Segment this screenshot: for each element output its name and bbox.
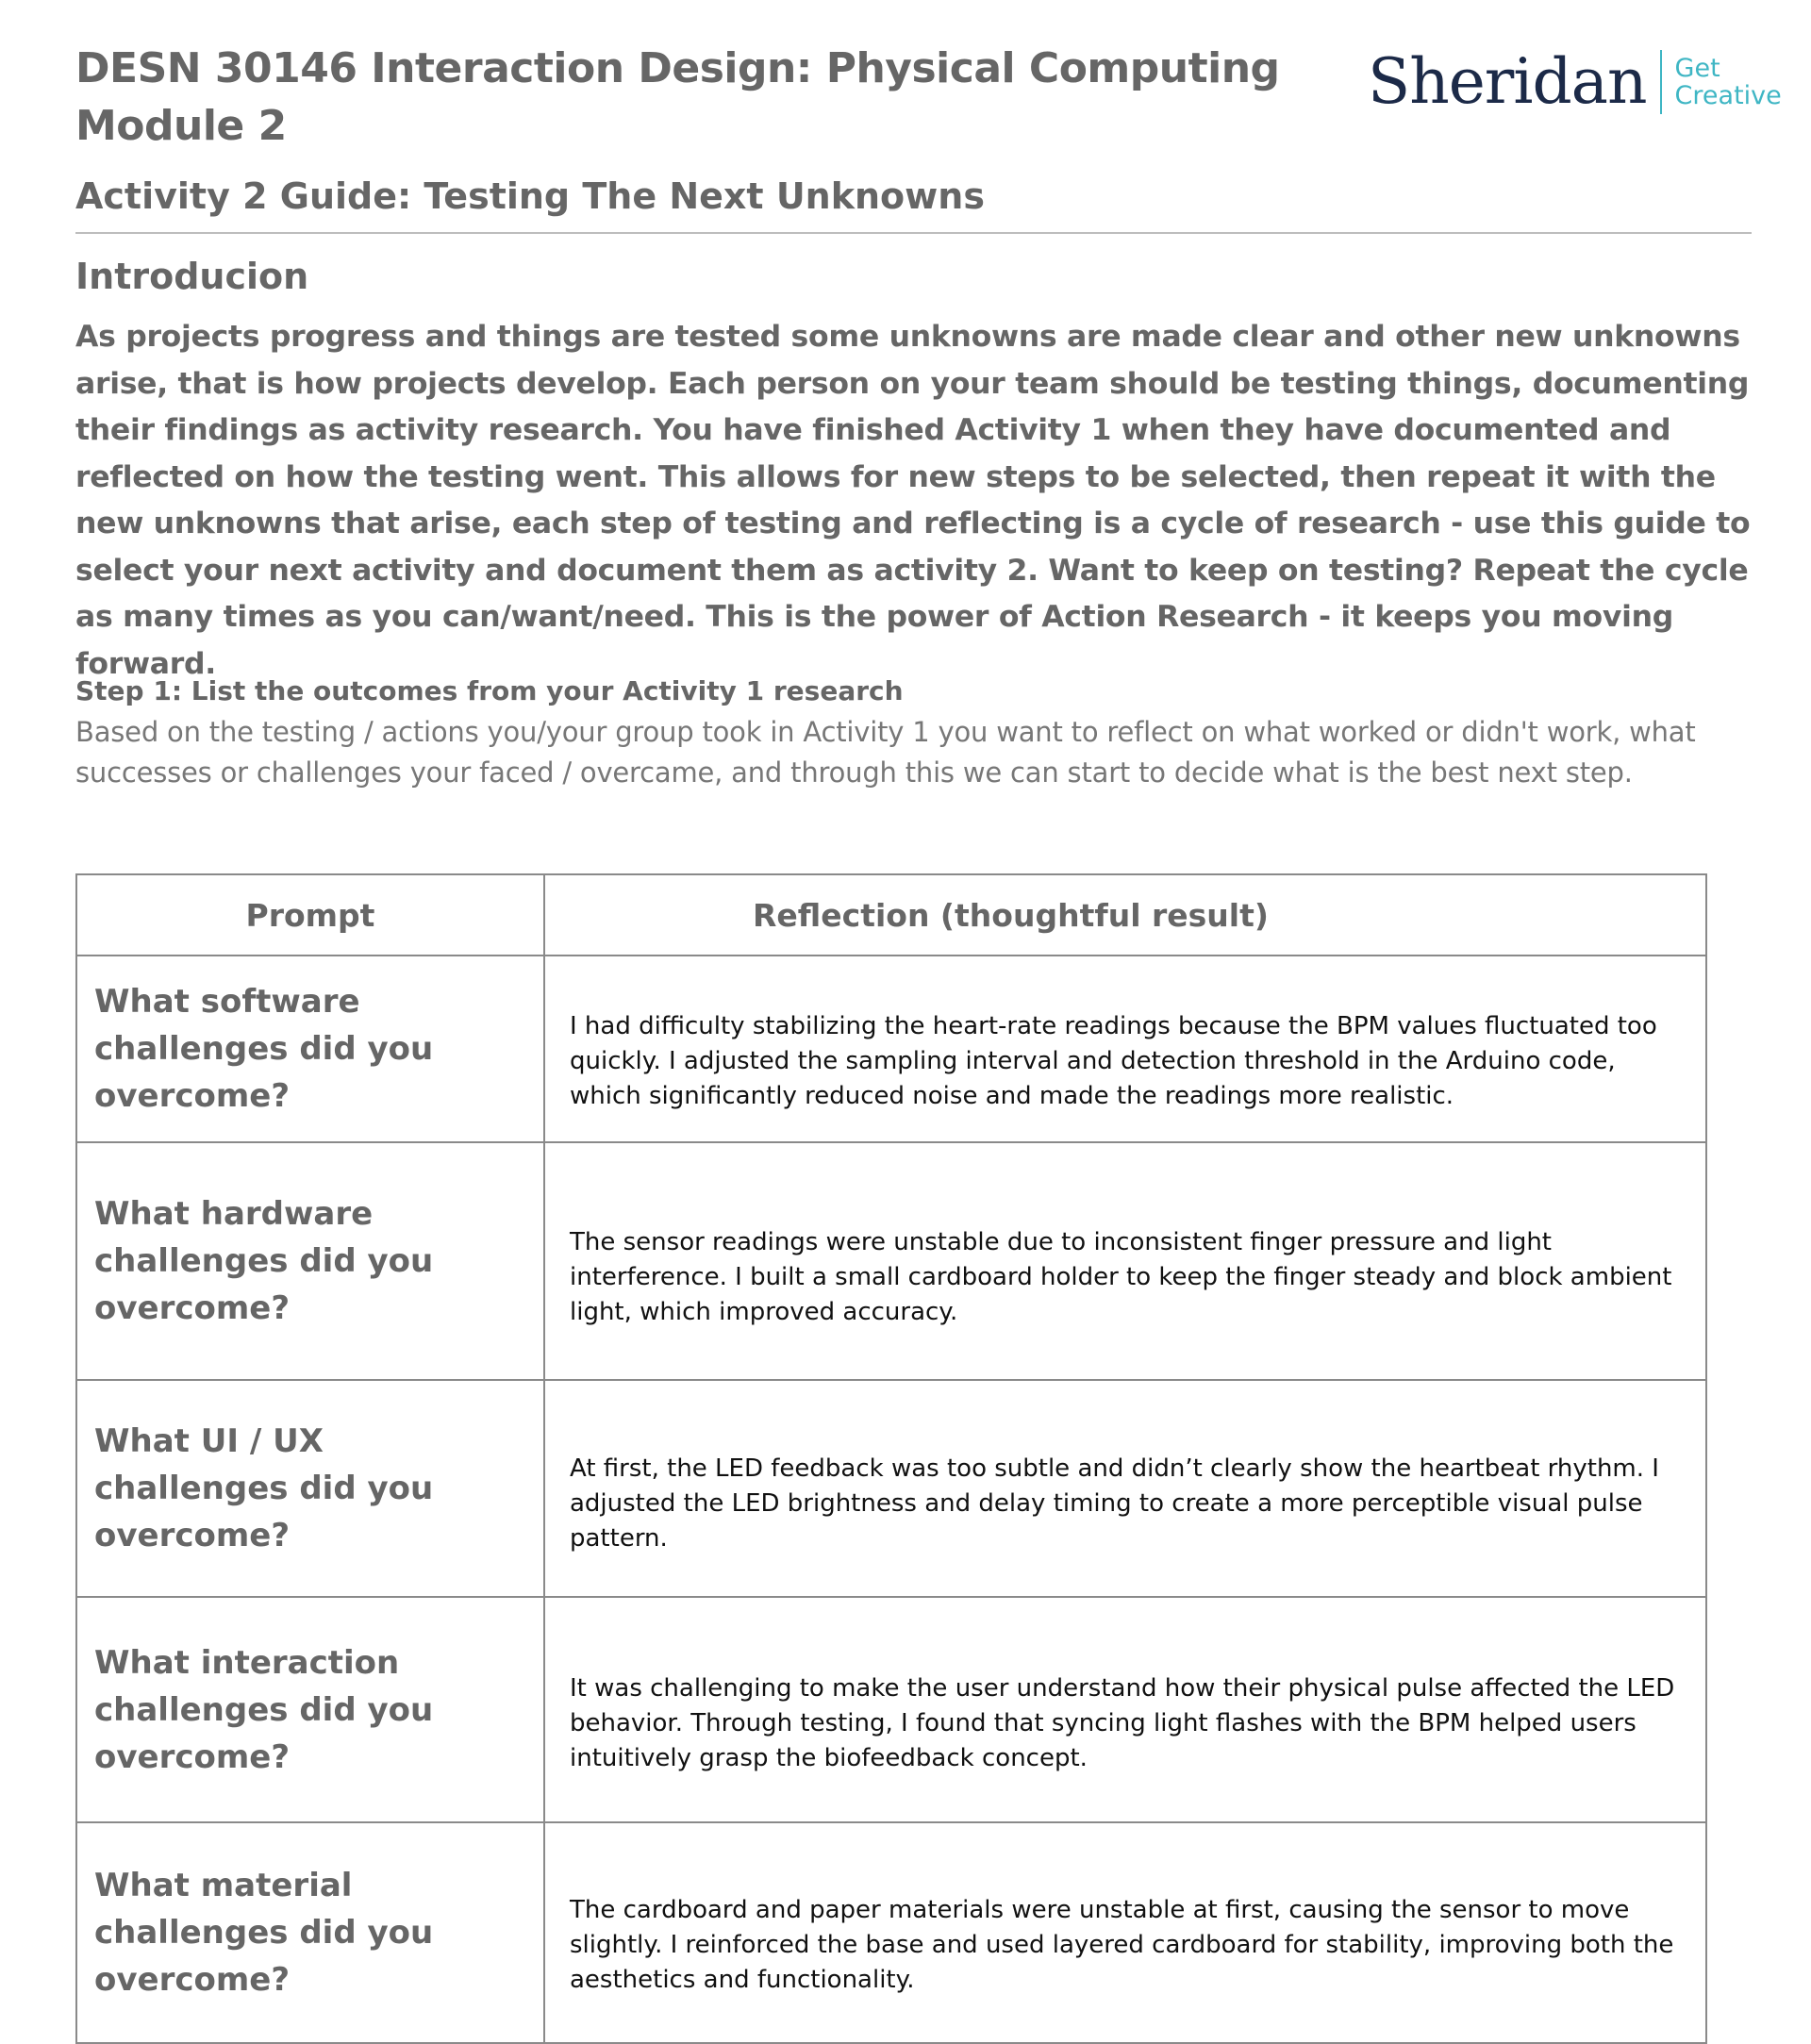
- logo-divider: [1660, 50, 1662, 114]
- reflection-column-header: Reflection (thoughtful result): [544, 874, 1706, 956]
- module-title: Module 2: [75, 102, 287, 150]
- reflection-table: [75, 873, 1707, 2044]
- prompt-cell: What software challenges did you overcome?: [76, 956, 544, 1142]
- logo-tagline-line: Creative: [1674, 81, 1782, 110]
- activity-title: Activity 2 Guide: Testing The Next Unknowns: [75, 175, 985, 217]
- intro-paragraph: As projects progress and things are tested some unknowns are made clear and other new unknowns arise, that is how projects develop. Each person on your team should be testing things, documenting their findings as activity research. You have finished Activity 1 when they have documented and reflected on how the testing went. This allows for new steps to be selected, then repeat it with the new unknowns that arise, each step of testing and reflecting is a cycle of research - use this guide to select your next activity and document them as activity 2. Want to keep on testing? Repeat the cycle as many times as you can/want/need. This is the power of Action Research - it keeps you moving forward.: [75, 320, 1751, 681]
- prompt-cell: What UI / UX challenges did you overcome?: [76, 1380, 544, 1597]
- table-row: [76, 956, 1706, 1142]
- table-row: [76, 1822, 1706, 2043]
- logo-tagline: [1675, 55, 1782, 109]
- course-title-line: DESN 30146 Interaction Design: Physical Computing: [75, 44, 1280, 92]
- reflection-cell[interactable]: It was challenging to make the user understand how their physical pulse affected the LED behavior. Through testing, I found that syncing light flashes with the BPM helped users intuitively grasp the biofeedback concept.: [544, 1597, 1706, 1822]
- table-row: [76, 1380, 1706, 1597]
- step-1-heading: Step 1: List the outcomes from your Activity 1 research: [75, 675, 904, 706]
- reflection-cell[interactable]: The sensor readings were unstable due to inconsistent finger pressure and light interference. I built a small cardboard holder to keep the finger steady and block ambient light, which improved accuracy.: [544, 1142, 1706, 1380]
- header-divider: [75, 232, 1752, 234]
- reflection-cell[interactable]: The cardboard and paper materials were unstable at first, causing the sensor to move slightly. I reinforced the base and used layered cardboard for stability, improving both the aesthetics and functionality.: [544, 1822, 1706, 2043]
- course-title: [75, 40, 1280, 155]
- prompt-cell: What hardware challenges did you overcome?: [76, 1142, 544, 1380]
- intro-heading: Introducion: [75, 256, 309, 297]
- prompt-column-header: Prompt: [76, 874, 544, 956]
- logo-tagline-line: Get: [1674, 54, 1720, 83]
- reflection-cell[interactable]: I had difficulty stabilizing the heart-rate readings because the BPM values fluctuated too quickly. I adjusted the sampling interval and detection threshold in the Arduino code, which significantly reduced noise and made the readings more realistic.: [544, 956, 1706, 1142]
- logo-wordmark: Sheridan: [1368, 45, 1647, 118]
- table-header-row: [76, 874, 1706, 956]
- step-1-paragraph: Based on the testing / actions you/your group took in Activity 1 you want to reflect on what worked or didn't work, what successes or challenges your faced / overcame, and through this we can start to decide what is the best next step.: [75, 716, 1696, 789]
- prompt-cell: What material challenges did you overcome?: [76, 1822, 544, 2043]
- table-row: [76, 1142, 1706, 1380]
- sheridan-logo: [1368, 40, 1782, 125]
- reflection-cell[interactable]: At first, the LED feedback was too subtle and didn’t clearly show the heartbeat rhythm. I adjusted the LED brightness and delay timing to create a more perceptible visual pulse pattern.: [544, 1380, 1706, 1597]
- prompt-cell: What interaction challenges did you overcome?: [76, 1597, 544, 1822]
- table-row: [76, 1597, 1706, 1822]
